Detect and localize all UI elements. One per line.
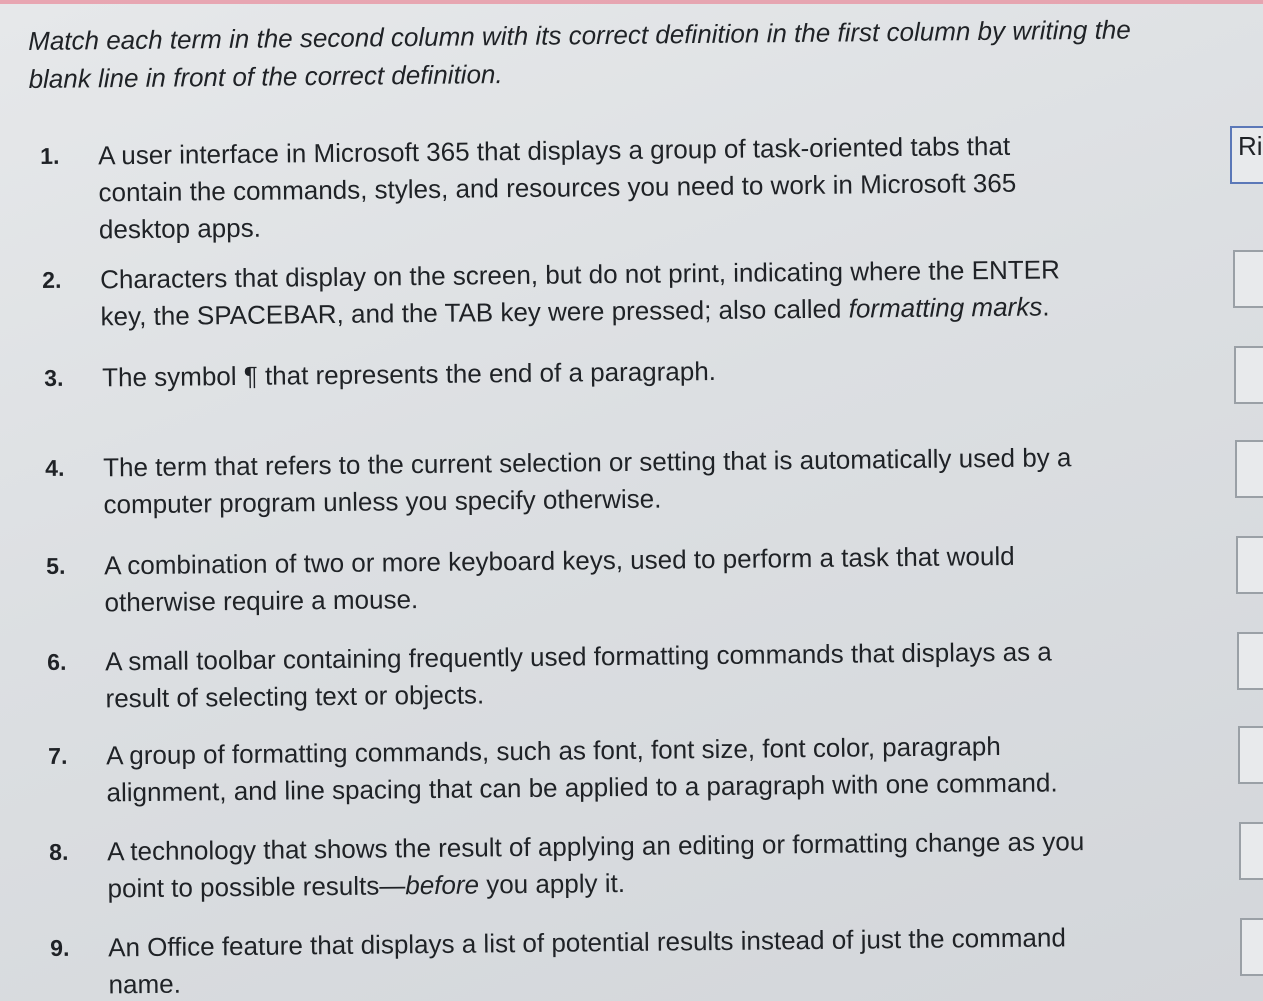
- instructions: [28, 9, 1263, 98]
- question-text: [105, 633, 1052, 717]
- question-text: [102, 353, 716, 396]
- question-line: The symbol ¶ that represents the end of a paragraph.: [102, 355, 717, 393]
- question-text: [100, 251, 1060, 335]
- question-line: contain the commands, styles, and resources you need to work in Microsoft 365: [98, 167, 1017, 208]
- italic-term: formatting marks: [848, 291, 1043, 324]
- question-line: otherwise require a mouse.: [104, 584, 419, 618]
- question-line: A small toolbar containing frequently used formatting commands that displays as a: [105, 636, 1052, 677]
- question-text: [108, 919, 1066, 1001]
- answer-box-5[interactable]: [1236, 536, 1263, 594]
- question-line: name.: [108, 968, 181, 1000]
- question-text: [104, 538, 1015, 622]
- question-text: [107, 823, 1085, 907]
- instructions-line-1: Match each term in the second column with its correct definition in the first column by writing the: [28, 14, 1131, 56]
- answer-box-1[interactable]: [1230, 126, 1263, 184]
- answer-box-4[interactable]: [1235, 440, 1263, 498]
- question-line: alignment, and line spacing that can be applied to a paragraph with one command.: [106, 767, 1058, 808]
- answer-box-3[interactable]: [1234, 346, 1263, 404]
- question-line-part: key, the SPACEBAR, and the TAB key were pressed; also called: [100, 293, 849, 332]
- question-number: 8.: [49, 838, 69, 865]
- question-number: 4.: [45, 454, 65, 481]
- question-line-part: point to possible results—: [107, 870, 406, 904]
- question-line: Characters that display on the screen, but do not print, indicating where the ENTER: [100, 254, 1060, 295]
- question-text: [106, 727, 1058, 811]
- question-line: A combination of two or more keyboard keys, used to perform a task that would: [104, 540, 1015, 581]
- answer-value: Ri: [1238, 131, 1263, 161]
- question-line: A technology that shows the result of applying an editing or formatting change as you: [107, 826, 1085, 867]
- question-line-part: .: [1042, 291, 1050, 322]
- question-text: [103, 439, 1072, 523]
- answer-box-6[interactable]: [1237, 632, 1263, 690]
- question-line-part: you apply it.: [478, 867, 626, 900]
- question-line: A group of formatting commands, such as font, font size, font color, paragraph: [106, 731, 1001, 771]
- question-line: result of selecting text or objects.: [105, 679, 485, 714]
- instructions-line-2: blank line in front of the correct definition.: [28, 59, 503, 94]
- question-line: An Office feature that displays a list of potential results instead of just the command: [108, 922, 1066, 963]
- question-line: The term that refers to the current selection or setting that is automatically used by a: [103, 442, 1072, 483]
- question-number: 6.: [47, 648, 67, 675]
- page-top-edge: [0, 0, 1263, 4]
- question-text: [98, 128, 1017, 249]
- question-number: 3.: [44, 364, 64, 391]
- question-number: 9.: [50, 934, 70, 961]
- question-number: 2.: [42, 266, 62, 293]
- question-number: 1.: [40, 142, 60, 169]
- answer-box-9[interactable]: [1240, 918, 1263, 976]
- answer-box-2[interactable]: [1233, 250, 1263, 308]
- question-line: desktop apps.: [98, 212, 261, 245]
- italic-term: before: [405, 869, 480, 901]
- question-line: computer program unless you specify otherwise.: [103, 483, 662, 520]
- question-number: 7.: [48, 742, 68, 769]
- answer-box-7[interactable]: [1238, 726, 1263, 784]
- question-line: A user interface in Microsoft 365 that displays a group of task-oriented tabs that: [98, 130, 1011, 171]
- question-number: 5.: [46, 552, 66, 579]
- answer-box-8[interactable]: [1239, 822, 1263, 880]
